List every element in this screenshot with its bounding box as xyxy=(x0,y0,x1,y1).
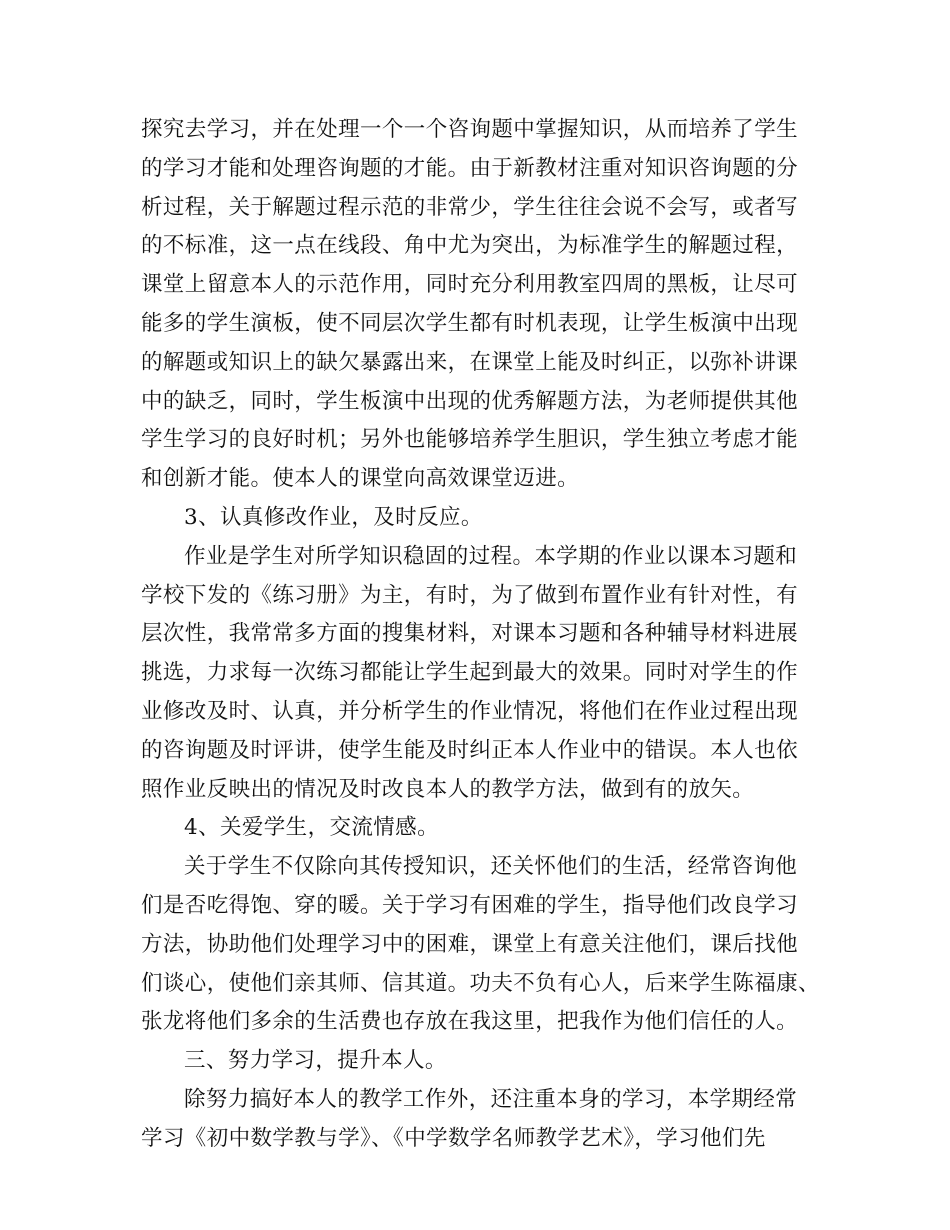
document-line: 的咨询题及时评讲，使学生能及时纠正本人作业中的错误。本人也依 xyxy=(141,737,799,763)
document-line: 照作业反映出的情况及时改良本人的教学方法，做到有的放矢。 xyxy=(141,776,755,802)
document-line: 层次性，我常常多方面的搜集材料，对课本习题和各种辅导材料进展 xyxy=(141,621,799,647)
document-line: 作业是学生对所学知识稳固的过程。本学期的作业以课本习题和 xyxy=(184,543,798,569)
document-line: 的学习才能和处理咨询题的才能。由于新教材注重对知识咨询题的分 xyxy=(141,155,799,181)
document-line: 张龙将他们多余的生活费也存放在我这里，把我作为他们信任的人。 xyxy=(141,1009,799,1035)
document-body xyxy=(141,111,841,1159)
document-line: 探究去学习，并在处理一个一个咨询题中掌握知识，从而培养了学生 xyxy=(141,117,799,142)
document-line: 能多的学生演板，使不同层次学生都有时机表现，让学生板演中出现 xyxy=(141,310,799,336)
document-line: 学习《初中数学教与学》、《中学数学名师教学艺术》，学习他们先 xyxy=(141,1125,766,1151)
document-line: 析过程，关于解题过程示范的非常少，学生往往会说不会写，或者写 xyxy=(141,194,799,220)
document-line: 课堂上留意本人的示范作用，同时充分利用教室四周的黑板，让尽可 xyxy=(141,272,799,298)
document-line: 关于学生不仅除向其传授知识，还关怀他们的生活，经常咨询他 xyxy=(184,854,798,880)
document-line: 4、关爱学生，交流情感。 xyxy=(184,815,439,841)
document-line: 三、努力学习，提升本人。 xyxy=(184,1048,447,1074)
document-line: 的解题或知识上的缺欠暴露出来，在课堂上能及时纠正，以弥补讲课 xyxy=(141,349,799,375)
document-line: 方法，协助他们处理学习中的困难，课堂上有意关注他们，课后找他 xyxy=(141,931,799,957)
document-line: 挑选，力求每一次练习都能让学生起到最大的效果。同时对学生的作 xyxy=(141,660,799,686)
document-line: 和创新才能。使本人的课堂向高效课堂迈进。 xyxy=(141,466,580,492)
document-line: 中的缺乏，同时，学生板演中出现的优秀解题方法，为老师提供其他 xyxy=(141,388,799,414)
document-line: 业修改及时、认真，并分析学生的作业情况，将他们在作业过程出现 xyxy=(141,698,799,724)
document-line: 3、认真修改作业，及时反应。 xyxy=(184,504,483,530)
document-line: 们是否吃得饱、穿的暖。关于学习有困难的学生，指导他们改良学习 xyxy=(141,892,799,918)
document-line: 除努力搞好本人的教学工作外，还注重本身的学习，本学期经常 xyxy=(184,1086,798,1112)
document-line: 学生学习的良好时机；另外也能够培养学生胆识，学生独立考虑才能 xyxy=(141,427,799,453)
document-line: 们谈心，使他们亲其师、信其道。功夫不负有心人，后来学生陈福康、 xyxy=(141,970,820,996)
document-line: 的不标准，这一点在线段、角中尤为突出，为标准学生的解题过程， xyxy=(141,233,799,259)
document-line: 学校下发的《练习册》为主，有时，为了做到布置作业有针对性，有 xyxy=(141,582,799,608)
